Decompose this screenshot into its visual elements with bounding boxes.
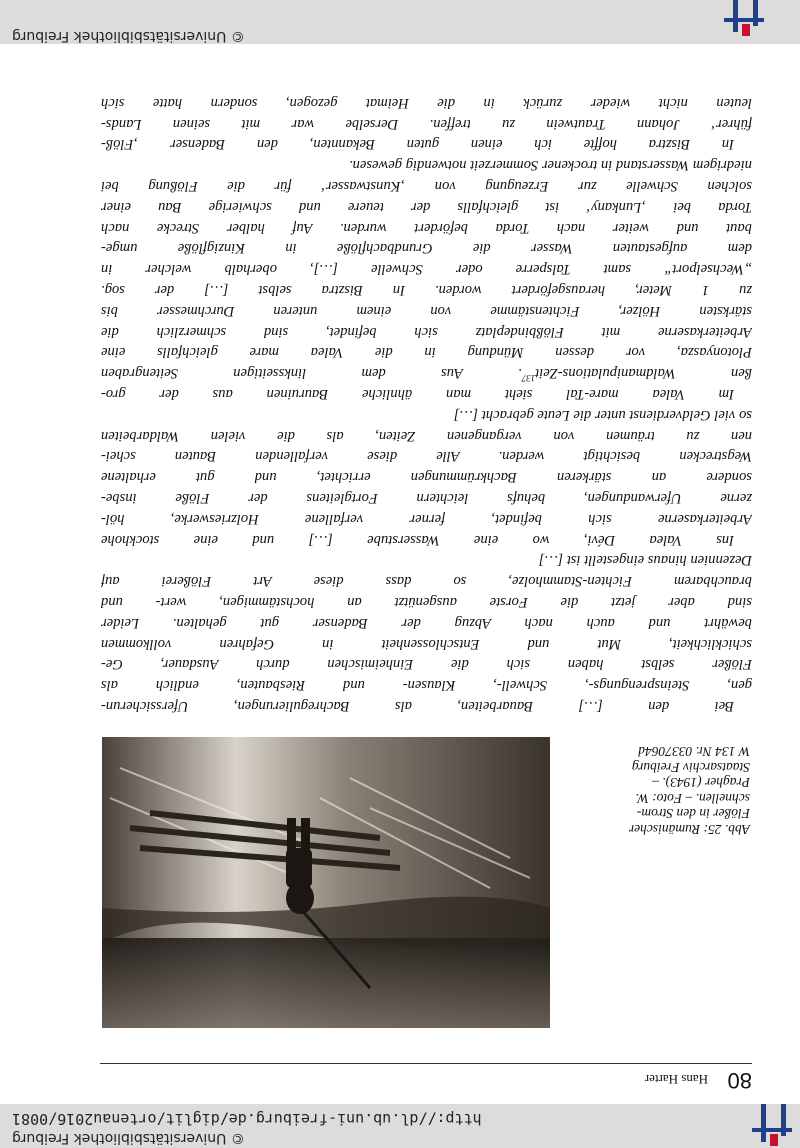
university-logo-icon — [746, 1104, 792, 1146]
header-bar — [0, 1104, 800, 1148]
body-line: niedrigem Wasserstand in trockener Sommerzeit notwendig gewesen. — [348, 157, 752, 174]
body-line: sondere an stärkeren Bachkrümmungen errichtet, und gut erhaltene — [101, 469, 752, 486]
body-line: Dezennien hinaus eingestellt ist […] — [538, 552, 752, 569]
body-line: Flößer selbst haben sich die Einheimischen durch Ausdauer, Ge- — [101, 656, 752, 673]
body-line: Wegstrecken besichtigt werden. Alle diese verfallenden Bauten schei- — [101, 448, 752, 465]
body-line: gen, Steinsprengungs-, Schwell-, Klausen- und Riesbauten, endlich als — [101, 677, 752, 694]
body-line: so viel Geldverdienst unter die Leute gebracht […] — [453, 406, 752, 423]
body-line: schicklichkeit, Mut und Entschlossenheit in Gefahren vollkommen — [101, 635, 752, 652]
caption-line: Staatsarchiv Freiburg — [631, 760, 750, 775]
body-line: Im Valea mare-Tal sieht man ähnliche Bauruinen aus der gro- — [101, 386, 734, 403]
caption-line: Abb. 25: Rumänischer — [628, 822, 750, 837]
body-line: leuten nicht wieder zurück in die Heimat gezogen, sondern hatte sich — [101, 94, 752, 111]
running-head-author: Hans Harter — [644, 1072, 708, 1087]
footnote-marker[interactable]: 137 — [521, 373, 536, 384]
copyright-text: © Universitätsbibliothek Freiburg — [12, 1130, 245, 1146]
body-line: zu 1 Meter, herausgefördert worden. In Bisztra selbst […] der sog. — [101, 282, 752, 299]
body-line: Ins Valea Dévi, wo eine Wasserstube […] und eine stockhohe — [101, 531, 734, 548]
body-line: Torda bei ‚Lunkany‘ ist gleichfalls der teuere und schwierige Bau einer — [101, 198, 752, 215]
body-line: Bei den […] Bauarbeiten, als Bachregulierungen, Uferssicherun- — [101, 698, 734, 714]
body-line-text: . Aus dem linksseitigen Seitengraben — [101, 365, 522, 382]
body-line: sind aber jetzt die Forste ausgenützt an hochstämmigen, wert- und — [101, 594, 752, 611]
body-line: Arbeiterkaserne mit Flößbindeplatz sich befindet, sind schmerzlich die — [101, 323, 752, 340]
footer-bar — [0, 0, 800, 44]
body-text — [101, 92, 752, 716]
document-url-link[interactable]: http://dl.ub.uni-freiburg.de/diglit/ortenau2016/0081 — [12, 1110, 482, 1128]
copyright-text: © Universitätsbibliothek Freiburg — [12, 28, 245, 44]
body-line: „Wechselport“ samt Talsperre oder Schwelle […], oberhalb welcher in — [101, 261, 752, 278]
page-number: 80 — [727, 1068, 752, 1093]
caption-line: W 134 Nr. 0337064d — [638, 744, 750, 760]
body-line: zerne Uferwandungen, behufs leichtern Fortgleitens der Flöße insbe- — [101, 490, 752, 507]
body-line: Plotonyasza, vor dessen Mündung in die Valea mare gleichfalls eine — [101, 344, 752, 361]
body-line: Arbeiterkaserne sich befindet, ferner verfallene Holzrieswerke, höl- — [101, 510, 752, 527]
header-rule — [100, 1063, 752, 1064]
raftsman-photo — [102, 737, 550, 1028]
caption-line: Flößer in den Strom- — [636, 806, 750, 822]
body-line: führer‘ Johann Trautwein zu treffen. Derselbe war mit seinen Lands- — [101, 115, 752, 132]
caption-line: schnellen. – Foto: W. — [635, 791, 750, 806]
body-line — [101, 362, 752, 383]
caption-line: Pragher (1943). – — [652, 775, 750, 791]
body-line: dem aufgestauten Wasser die Grundbachflöße in Kinzigflöße umge- — [101, 240, 752, 257]
university-logo-icon — [718, 0, 764, 36]
figure-caption — [600, 744, 750, 837]
body-line: stärksten Hölzer, Fichtenstämme von einem unteren Durchmesser bis — [101, 302, 752, 319]
body-line: bewährt und auch nach Abzug der Badenser gut gehalten. Leider — [101, 614, 752, 631]
body-line: baut und weiter nach Torda befördert wurden. Auf halber Strecke nach — [101, 219, 752, 236]
body-line-text: ßen Waldmanipulations-Zeit — [535, 365, 752, 382]
body-line: In Bisztra hoffte ich einen guten Bekannten, den Badenser ‚Flöß- — [101, 136, 734, 153]
body-line: nen zu träumen von vergangenen Zeiten, als die vielen Waldarbeiten — [101, 427, 752, 444]
body-line: brauchbarem Fichten-Stammholze, so dass diese Art Flößerei auf — [101, 573, 752, 590]
body-line: solchen Schwelle zur Erzeugung von ‚Kunstwasser‘ für die Flößung bei — [101, 178, 752, 195]
